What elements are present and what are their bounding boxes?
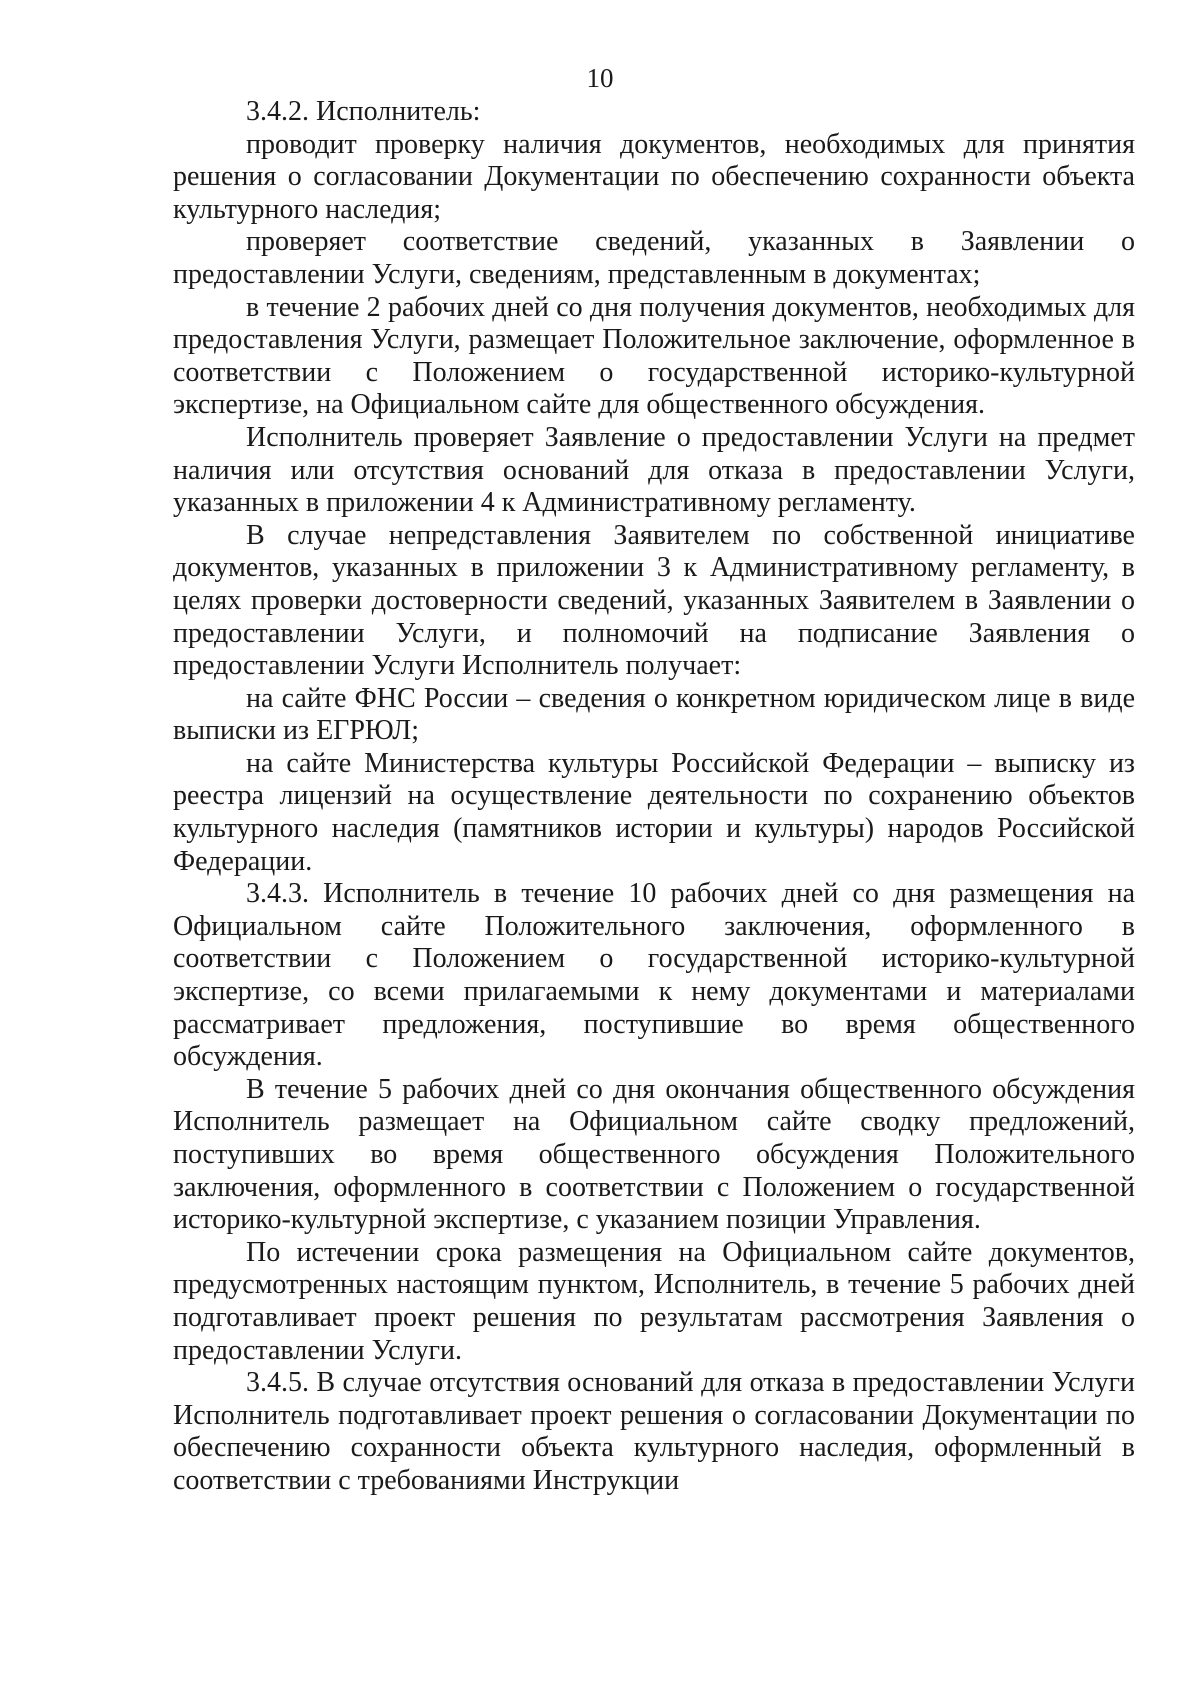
paragraph-fns-source: на сайте ФНС России – сведения о конкретном юридическом лице в виде выписки из ЕГРЮЛ; [173,682,1135,747]
paragraph-3-4-2-heading: 3.4.2. Исполнитель: [246,96,481,127]
paragraph-3-4-5: 3.4.5. В случае отсутствия оснований для отказа в предоставлении Услуги Исполнитель подготавливает проект решения о согласовании Документации по обеспечению сохранности объекта культурного наследия, оформленный в соответствии с требованиями Инструкции [173,1367,1135,1496]
paragraph-3-4-3: 3.4.3. Исполнитель в течение 10 рабочих дней со дня размещения на Официальном сайте Положительного заключения, оформленного в соответствии с Положением о государственной историко-культурной экспертизе, со всеми прилагаемыми к нему документами и материалами рассматривает предложения, поступившие во время общественного обсуждения. [173,878,1135,1073]
paragraph-document-check: проводит проверку наличия документов, необходимых для принятия решения о согласовании Документации по обеспечению сохранности объекта культурного наследия; [173,128,1135,225]
page-number: 10 [586,63,614,93]
paragraph-ministry-source: на сайте Министерства культуры Российской Федерации – выписку из реестра лицензий на осуществление деятельности по сохранению объектов культурного наследия (памятников истории и культуры) народов Российской Федерации. [173,747,1135,877]
document-body [173,96,1135,1498]
paragraph-refusal-grounds-check: Исполнитель проверяет Заявление о предоставлении Услуги на предмет наличия или отсутствия оснований для отказа в предоставлении Услуги, указанных в приложении 4 к Административному регламенту. [173,421,1135,519]
paragraph-missing-documents: В случае непредставления Заявителем по собственной инициативе документов, указанных в приложении 3 к Административному регламенту, в целях проверки достоверности сведений, указанных Заявителем в Заявлении о предоставлении Услуги, и полномочий на подписание Заявления о предоставлении Услуги Исполнитель получает: [173,519,1135,682]
paragraph-data-match-check: проверяет соответствие сведений, указанных в Заявлении о предоставлении Услуги, сведениям, представленным в документах; [173,226,1135,290]
paragraph-summary-publication: В течение 5 рабочих дней со дня окончания общественного обсуждения Исполнитель размещает на Официальном сайте сводку предложений, поступивших во время общественного обсуждения Положительного заключения, оформленного в соответствии с Положением о государственной историко-культурной экспертизе, с указанием позиции Управления. [173,1073,1135,1236]
paragraph-publish-conclusion: в течение 2 рабочих дней со дня получения документов, необходимых для предоставления Услуги, размещает Положительное заключение, оформленное в соответствии с Положением о государственной историко-культурной экспертизе, на Официальном сайте для общественного обсуждения. [173,291,1135,421]
paragraph-draft-decision: По истечении срока размещения на Официальном сайте документов, предусмотренных настоящим пунктом, Исполнитель, в течение 5 рабочих дней подготавливает проект решения по результатам рассмотрения Заявления о предоставлении Услуги. [173,1236,1135,1366]
